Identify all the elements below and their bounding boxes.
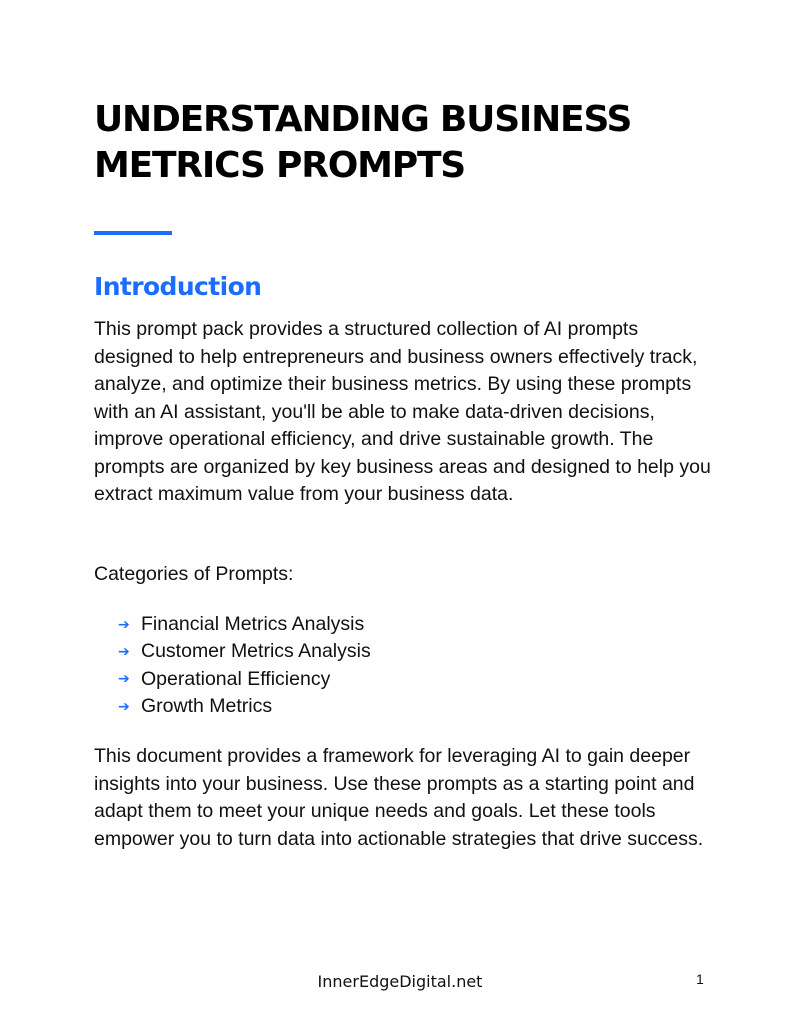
page-number: 1 [696,971,704,987]
arrow-right-icon: ➔ [118,671,130,688]
arrow-right-icon: ➔ [118,616,130,633]
footer-brand: InnerEdgeDigital.net [317,972,483,991]
categories-list [118,611,371,720]
section-heading-introduction: Introduction [94,272,262,301]
list-item [118,638,371,665]
arrow-right-icon: ➔ [118,698,130,715]
list-item [118,666,371,693]
category-label: Growth Metrics [141,694,273,717]
list-item [118,693,371,720]
list-item [118,611,371,638]
category-label: Financial Metrics Analysis [141,612,365,635]
categories-label: Categories of Prompts: [94,563,294,585]
page-title: UNDERSTANDING BUSINESS METRICS PROMPTS [94,99,632,186]
title-accent-rule [94,231,172,235]
closing-paragraph: This document provides a framework for leveraging AI to gain deeper insights into your business. Use these prompts as a starting point and adapt them to meet your unique needs and goals. Let these tools empower you to turn data into actionable strategies that drive success. [94,745,704,850]
intro-paragraph: This prompt pack provides a structured collection of AI prompts designed to help entrepreneurs and business owners effectively track, analyze, and optimize their business metrics. By using these prompts with an AI assistant, you'll be able to make data-driven decisions, improve operational efficiency, and drive sustainable growth. The prompts are organized by key business areas and designed to help you extract maximum value from your business data. [94,318,711,505]
category-label: Operational Efficiency [141,667,331,690]
category-label: Customer Metrics Analysis [141,640,371,663]
arrow-right-icon: ➔ [118,643,130,660]
